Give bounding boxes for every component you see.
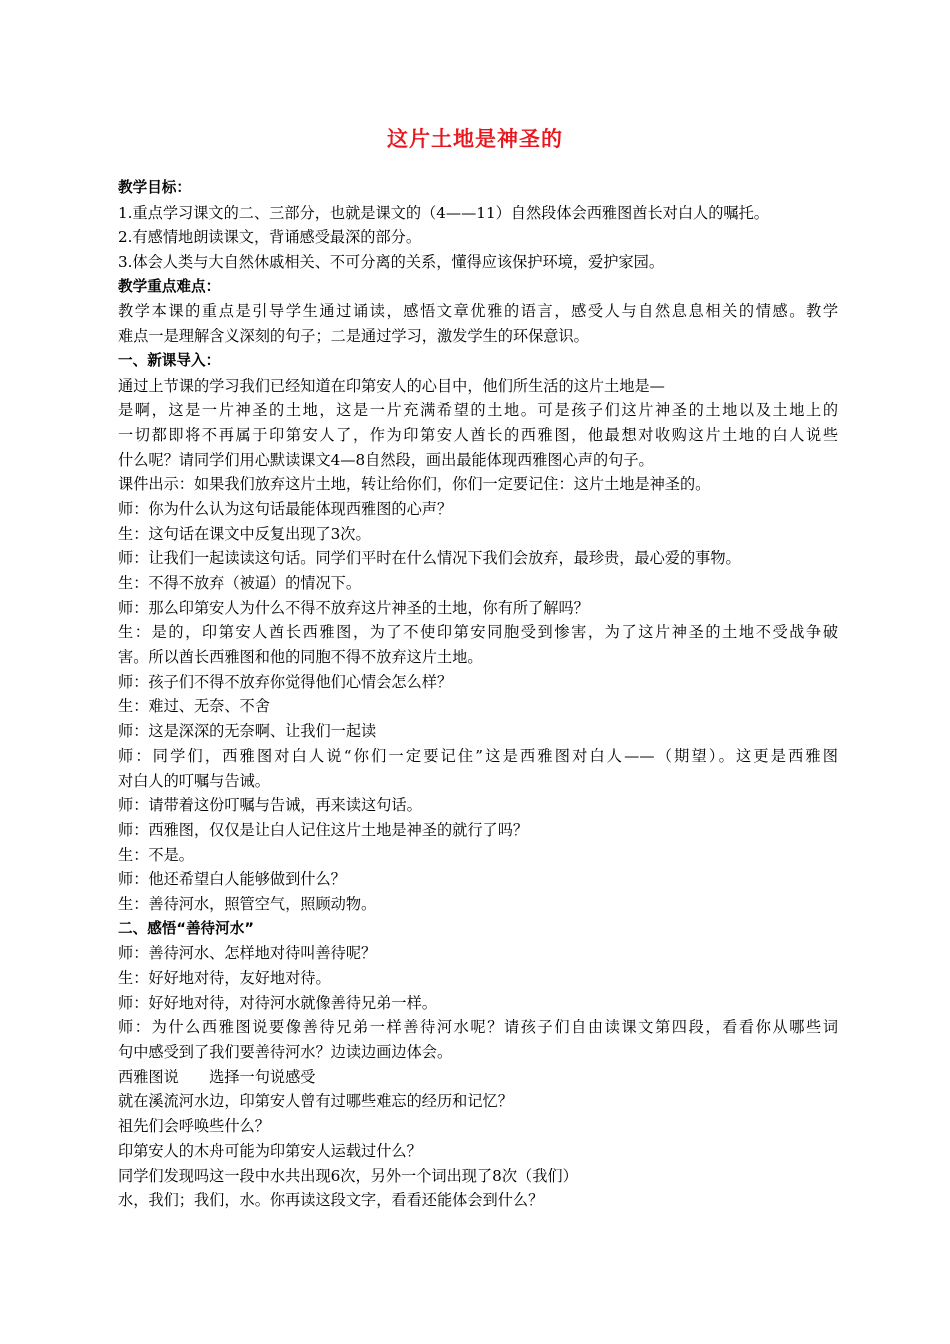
text-line: 祖先们会呼唤些什么？ [118,1117,270,1136]
text-line: 2.有感情地朗读课文，背诵感受最深的部分。 [118,228,422,247]
text-line: 师：西雅图，仅仅是让白人记住这片土地是神圣的就行了吗？ [118,820,529,839]
text-line: 师：你为什么认为这句话最能体现西雅图的心声？ [118,499,453,518]
text-line: 师：让我们一起读读这句话。同学们平时在什么情况下我们会放弃，最珍贵，最心爱的事物。 [118,549,741,568]
section-heading: 二、感悟“善待河水” [118,919,254,937]
text-line: 生：不得不放弃（被逼）的情况下。 [118,574,361,592]
text-line: 生：难过、无奈、不舍 [118,697,270,716]
text-line: 师：善待河水、怎样地对待叫善待呢？ [118,944,377,963]
text-line: 生：是的，印第安人酋长西雅图，为了不使印第安同胞受到惨害，为了这片神圣的土地不受战争破 [118,623,838,642]
text-line: 生：不是。 [118,845,194,864]
text-line: 难点一是理解含义深刻的句子；二是通过学习，激发学生的环保意识。 [118,327,589,346]
text-line: 一切都即将不再属于印第安人了，作为印第安人酋长的西雅图，他最想对收购这片土地的白人说些 [118,425,838,444]
text-line: 师：同学们，西雅图对白人说“你们一定要记住”这是西雅图对白人——（期望）。这更是西雅图 [118,746,838,765]
section-heading: 一、新课导入： [118,351,221,369]
section-heading: 教学重点难点： [118,277,221,295]
text-line: 水，我们；我们，水。你再读这段文字，看看还能体会到什么？ [118,1191,544,1210]
document-title: 这片土地是神圣的 [387,127,563,151]
text-line: 印第安人的木舟可能为印第安人运载过什么？ [118,1141,422,1160]
text-line: 师：他还希望白人能够做到什么？ [118,870,346,889]
document-body [118,176,838,1213]
text-line: 师：孩子们不得不放弃你觉得他们心情会怎么样？ [118,672,453,691]
text-line: 害。所以酋长西雅图和他的同胞不得不放弃这片土地。 [118,648,483,667]
text-line: 同学们发现吗这一段中水共出现6次，另外一个词出现了8次（我们） [118,1166,578,1185]
text-line: 通过上节课的学习我们已经知道在印第安人的心目中，他们所生活的这片土地是— [118,376,665,395]
text-line: 师：请带着这份叮嘱与告诫，再来读这句话。 [118,796,422,815]
text-line: 什么呢？请同学们用心默读课文4—8自然段，画出最能体现西雅图心声的句子。 [118,450,654,469]
text-line: 对白人的叮嘱与告诫。 [118,771,270,790]
text-line: 师：这是深深的无奈啊、让我们一起读 [118,722,377,741]
text-line: 1.重点学习课文的二、三部分，也就是课文的（4——11）自然段体会西雅图酋长对白人的嘱托。 [118,203,769,222]
text-line: 师：那么印第安人为什么不得不放弃这片神圣的土地，你有所了解吗？ [118,598,589,617]
text-line: 是啊，这是一片神圣的土地，这是一片充满希望的土地。可是孩子们这片神圣的土地以及土地上的 [118,401,838,420]
text-line: 西雅图说 选择一句说感受 [118,1067,316,1086]
text-line: 教学本课的重点是引导学生通过诵读，感悟文章优雅的语言，感受人与自然息息相关的情感。教学 [118,302,838,321]
text-line: 句中感受到了我们要善待河水？边读边画边体会。 [118,1043,453,1062]
text-line: 生：好好地对待，友好地对待。 [118,969,331,987]
text-line: 师：好好地对待，对待河水就像善待兄弟一样。 [118,993,437,1012]
text-line: 师：为什么西雅图说要像善待兄弟一样善待河水呢？请孩子们自由读课文第四段，看看你从哪些词 [118,1018,838,1037]
text-line: 就在溪流河水边，印第安人曾有过哪些难忘的经历和记忆？ [118,1092,513,1111]
text-line: 课件出示：如果我们放弃这片土地，转让给你们，你们一定要记住：这片土地是神圣的。 [118,475,711,494]
section-heading: 教学目标： [118,179,191,196]
text-line: 3.体会人类与大自然休戚相关、不可分离的关系，懂得应该保护环境，爱护家园。 [118,253,665,272]
text-line: 生：这句话在课文中反复出现了3次。 [118,524,371,543]
text-line: 生：善待河水，照管空气，照顾动物。 [118,894,377,913]
